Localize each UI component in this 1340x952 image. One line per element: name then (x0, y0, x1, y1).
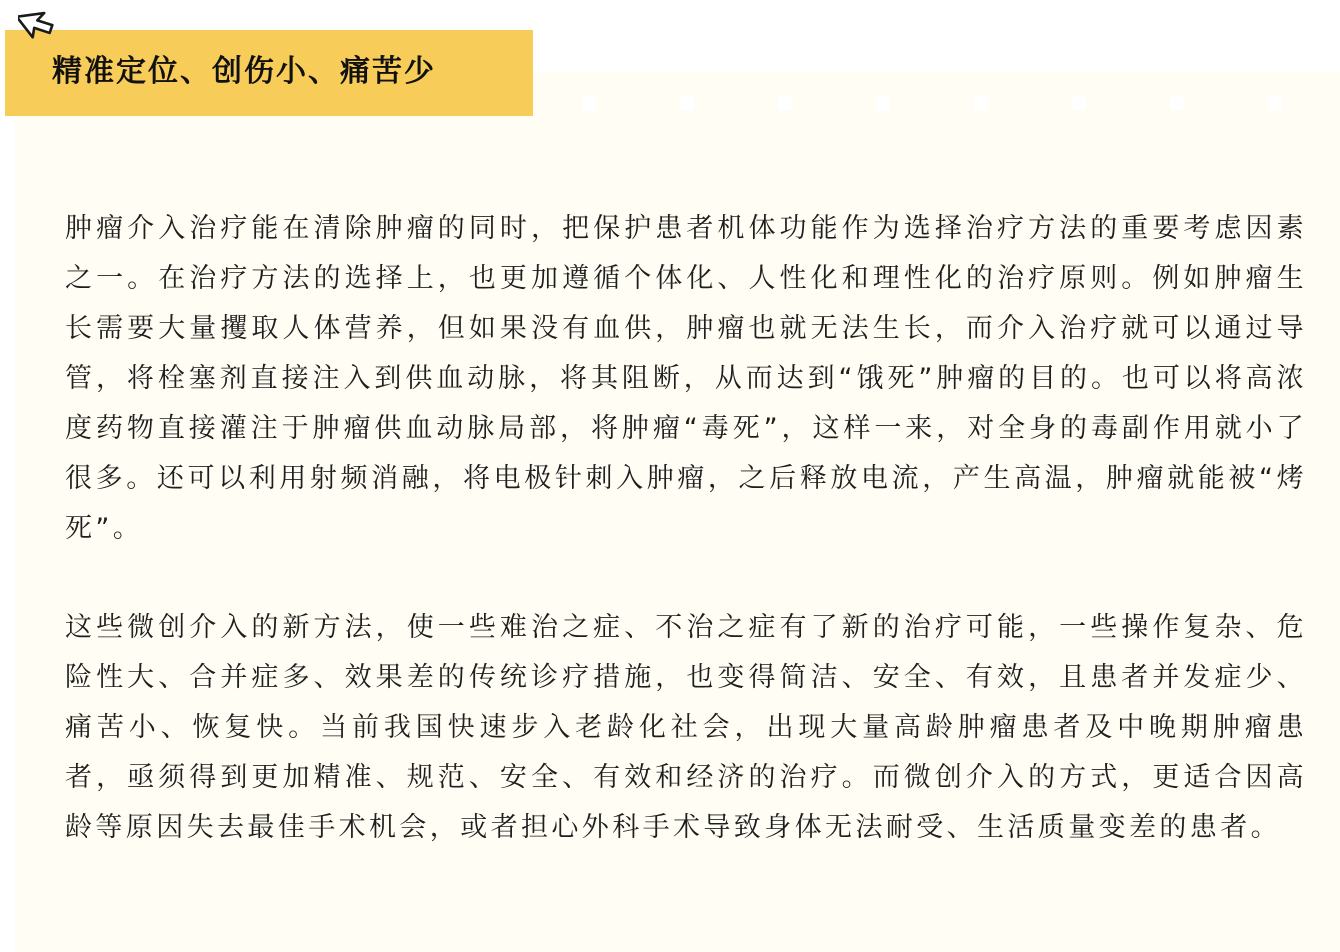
decorative-dot (778, 96, 792, 110)
decorative-dot (1268, 96, 1282, 110)
decorative-dot (680, 96, 694, 110)
decorative-dot (876, 96, 890, 110)
section-title: 精准定位、创伤小、痛苦少 (52, 54, 436, 89)
decorative-dot (974, 96, 988, 110)
decorative-dot (1170, 96, 1184, 110)
decorative-dot (1072, 96, 1086, 110)
article-paragraph: 这些微创介入的新方法，使一些难治之症、不治之症有了新的治疗可能，一些操作复杂、危险性大、合并症多、效果差的传统诊疗措施，也变得简洁、安全、有效，且患者并发症少、痛苦小、恢复快。当前我国快速步入老龄化社会，出现大量高龄肿瘤患者及中晚期肿瘤患者，亟须得到更加精准、规范、安全、有效和经济的治疗。而微创介入的方式，更适合因高龄等原因失去最佳手术机会，或者担心外科手术导致身体无法耐受、生活质量变差的患者。 (65, 612, 1307, 843)
pointer-arrow-icon (18, 2, 66, 48)
article-paragraph: 肿瘤介入治疗能在清除肿瘤的同时，把保护患者机体功能作为选择治疗方法的重要考虑因素之一。在治疗方法的选择上，也更加遵循个体化、人性化和理性化的治疗原则。例如肿瘤生长需要大量攫取人体营养，但如果没有血供，肿瘤也就无法生长，而介入治疗就可以通过导管，将栓塞剂直接注入到供血动脉，将其阻断，从而达到“饿死”肿瘤的目的。也可以将高浓度药物直接灌注于肿瘤供血动脉局部，将肿瘤“毒死”，这样一来，对全身的毒副作用就小了很多。还可以利用射频消融，将电极针刺入肿瘤，之后释放电流，产生高温，肿瘤就能被“烤死”。 (65, 213, 1307, 544)
decorative-dot (582, 96, 596, 110)
